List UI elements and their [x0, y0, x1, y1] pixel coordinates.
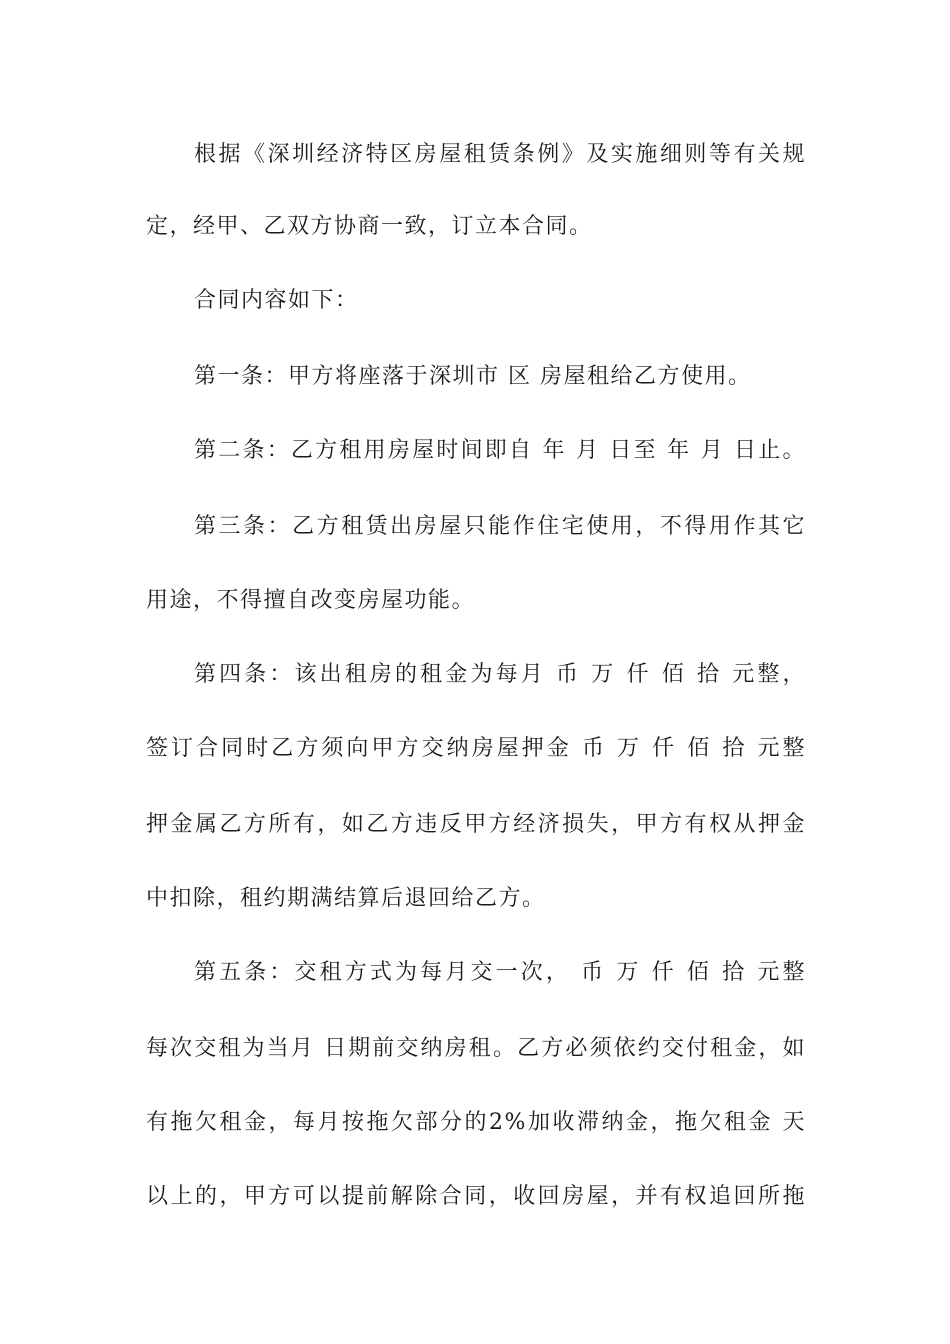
- article-4-line-3: 押金属乙方所有，如乙方违反甲方经济损失，甲方有权从押金: [146, 812, 806, 837]
- article-1-line-1: 第一条：甲方将座落于深圳市 区 房屋租给乙方使用。: [194, 364, 752, 389]
- article-5-line-4: 以上的，甲方可以提前解除合同，收回房屋，并有权追回所拖: [146, 1184, 806, 1209]
- article-5-line-1: 第五条：交租方式为每月交一次， 币 万 仟 佰 拾 元整: [194, 960, 806, 985]
- article-2-line-1: 第二条：乙方租用房屋时间即自 年 月 日至 年 月 日止。: [194, 438, 806, 463]
- paragraph-intro-line-2: 定，经甲、乙双方协商一致，订立本合同。: [146, 214, 593, 239]
- article-5-line-2: 每次交租为当月 日期前交纳房租。乙方必须依约交付租金，如: [146, 1036, 806, 1061]
- article-4-line-2: 签订合同时乙方须向甲方交纳房屋押金 币 万 仟 佰 拾 元整: [146, 736, 806, 761]
- article-3-line-1: 第三条：乙方租赁出房屋只能作住宅使用，不得用作其它: [194, 514, 806, 539]
- article-3-line-2: 用途，不得擅自改变房屋功能。: [146, 588, 476, 613]
- article-4-line-1: 第四条：该出租房的租金为每月 币 万 仟 佰 拾 元整，: [194, 662, 806, 687]
- article-5-line-3: 有拖欠租金，每月按拖欠部分的2%加收滞纳金，拖欠租金 天: [146, 1110, 806, 1135]
- paragraph-intro-line-1: 根据《深圳经济特区房屋租赁条例》及实施细则等有关规: [194, 142, 806, 167]
- contract-contents-heading: 合同内容如下：: [194, 288, 359, 313]
- article-4-line-4: 中扣除，租约期满结算后退回给乙方。: [146, 886, 546, 911]
